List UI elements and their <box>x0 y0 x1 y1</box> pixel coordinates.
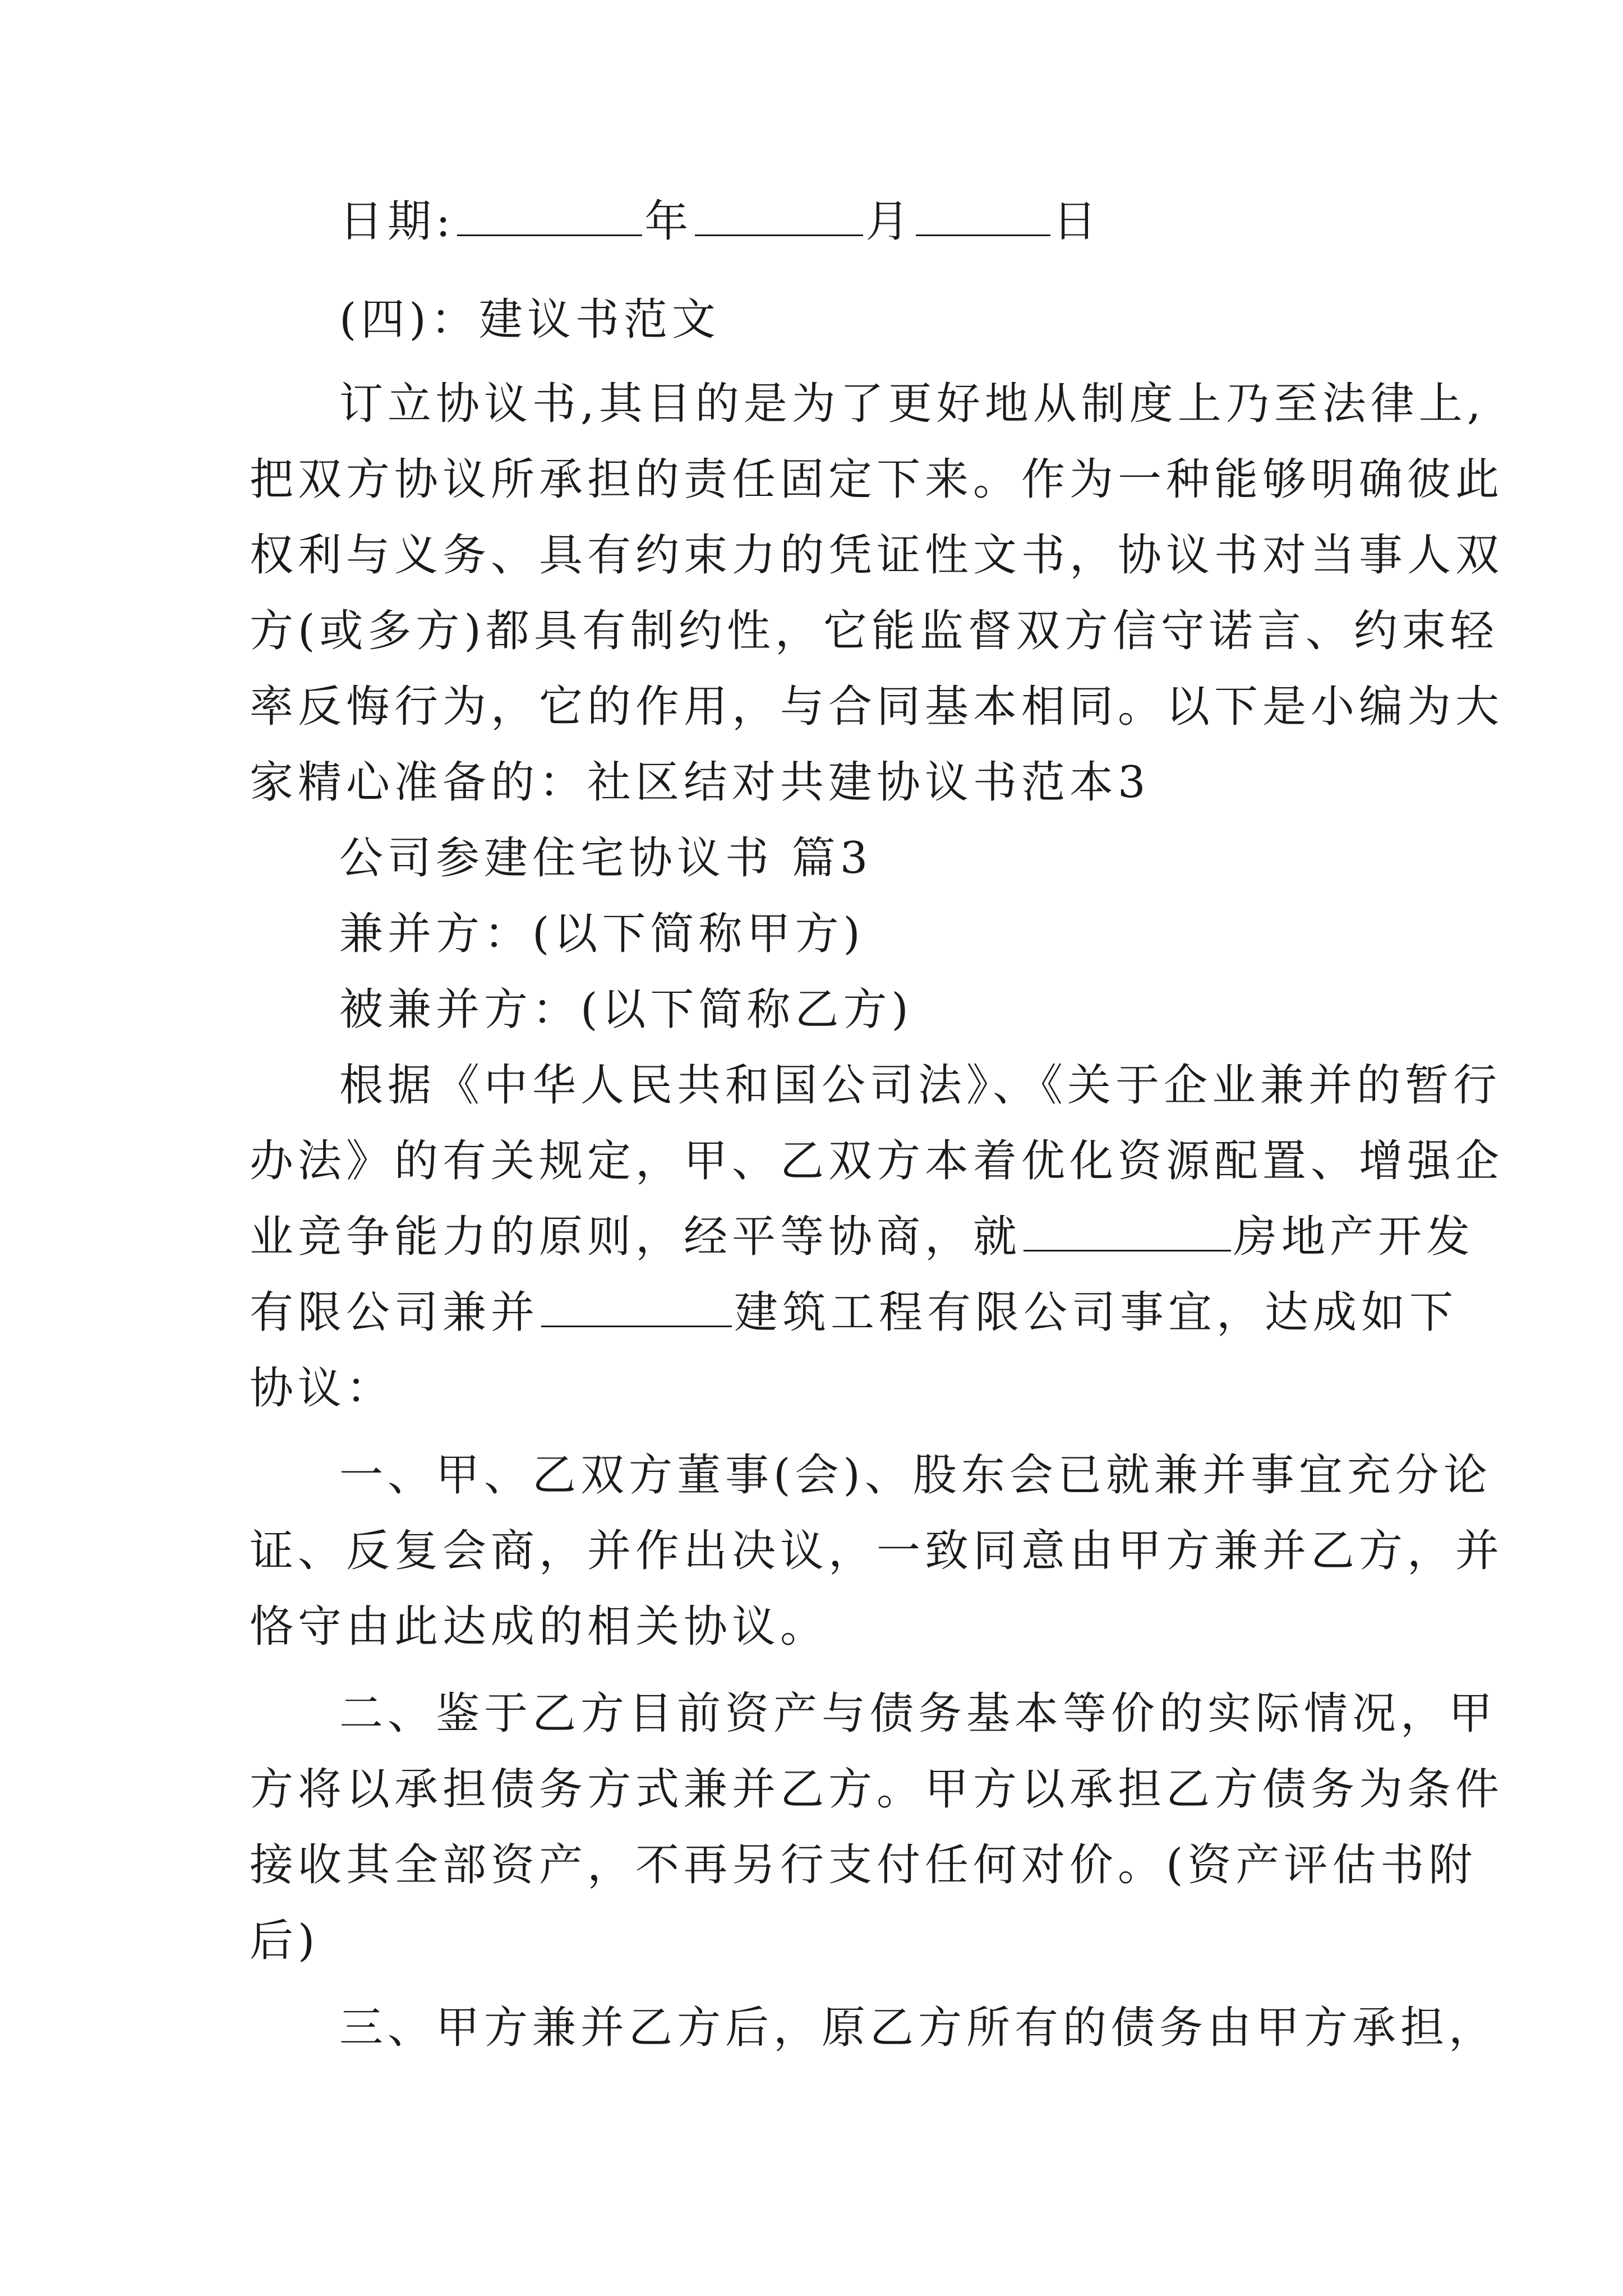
month-label: 月 <box>865 196 914 247</box>
basis-line4-start: 有限公司兼并 <box>250 1287 540 1338</box>
party-a: 兼并方：(以下简称甲方) <box>339 909 865 959</box>
intro-line: 把双方协议所承担的责任固定下来。作为一种能够明确彼此 <box>250 454 1504 505</box>
basis-line: 协议： <box>250 1363 395 1414</box>
clause2-line: 二、鉴于乙方目前资产与债务基本等价的实际情况，甲 <box>339 1688 1497 1739</box>
clause2-line: 方将以承担债务方式兼并乙方。甲方以承担乙方债务为条件 <box>250 1764 1504 1815</box>
intro-line: 率反悔行为，它的作用，与合同基本相同。以下是小编为大 <box>250 682 1504 732</box>
clause1-line: 一、甲、乙双方董事(会)、股东会已就兼并事宜充分论 <box>339 1450 1492 1501</box>
day-label: 日 <box>1053 196 1101 247</box>
intro-line: 订立协议书,其目的是为了更好地从制度上乃至法律上, <box>339 379 1486 429</box>
date-line <box>339 188 1101 255</box>
basis-line <box>250 1279 1458 1346</box>
clause2-line: 接收其全部资产，不再另行支付任何对价。(资产评估书附 <box>250 1840 1477 1890</box>
clause1-line: 恪守由此达成的相关协议。 <box>250 1602 829 1652</box>
basis-line4-end: 建筑工程有限公司事宜，达成如下 <box>734 1287 1458 1338</box>
intro-line: 方(或多方)都具有制约性，它能监督双方信守诺言、约束轻 <box>250 606 1498 656</box>
intro-line: 家精心准备的：社区结对共建协议书范本3 <box>250 757 1150 808</box>
basis-line3-end: 房地产开发 <box>1233 1212 1475 1262</box>
section-heading-4: (四)：建议书范文 <box>339 295 720 345</box>
developer-name-blank <box>1023 1214 1231 1251</box>
intro-line: 权利与义务、具有约束力的凭证性文书，协议书对当事人双 <box>250 530 1504 581</box>
month-blank <box>695 199 863 236</box>
basis-line: 办法》的有关规定，甲、乙双方本着优化资源配置、增强企 <box>250 1136 1504 1186</box>
section-title: 公司参建住宅协议书 篇3 <box>339 833 873 884</box>
basis-line3-start: 业竞争能力的原则，经平等协商，就 <box>250 1212 1022 1262</box>
basis-line: 根据《中华人民共和国公司法》、《关于企业兼并的暂行 <box>339 1060 1502 1111</box>
clause2-line: 后) <box>250 1916 320 1966</box>
party-b: 被兼并方：(以下简称乙方) <box>339 984 913 1035</box>
day-blank <box>916 199 1050 236</box>
clause3-line: 三、甲方兼并乙方后，原乙方所有的债务由甲方承担， <box>339 2003 1497 2053</box>
construction-name-blank <box>541 1290 732 1327</box>
date-label: 日期: <box>339 196 455 247</box>
clause1-line: 证、反复会商，并作出决议，一致同意由甲方兼并乙方，并 <box>250 1526 1504 1576</box>
year-label: 年 <box>644 196 693 247</box>
basis-line <box>250 1203 1474 1271</box>
year-blank <box>457 199 642 236</box>
